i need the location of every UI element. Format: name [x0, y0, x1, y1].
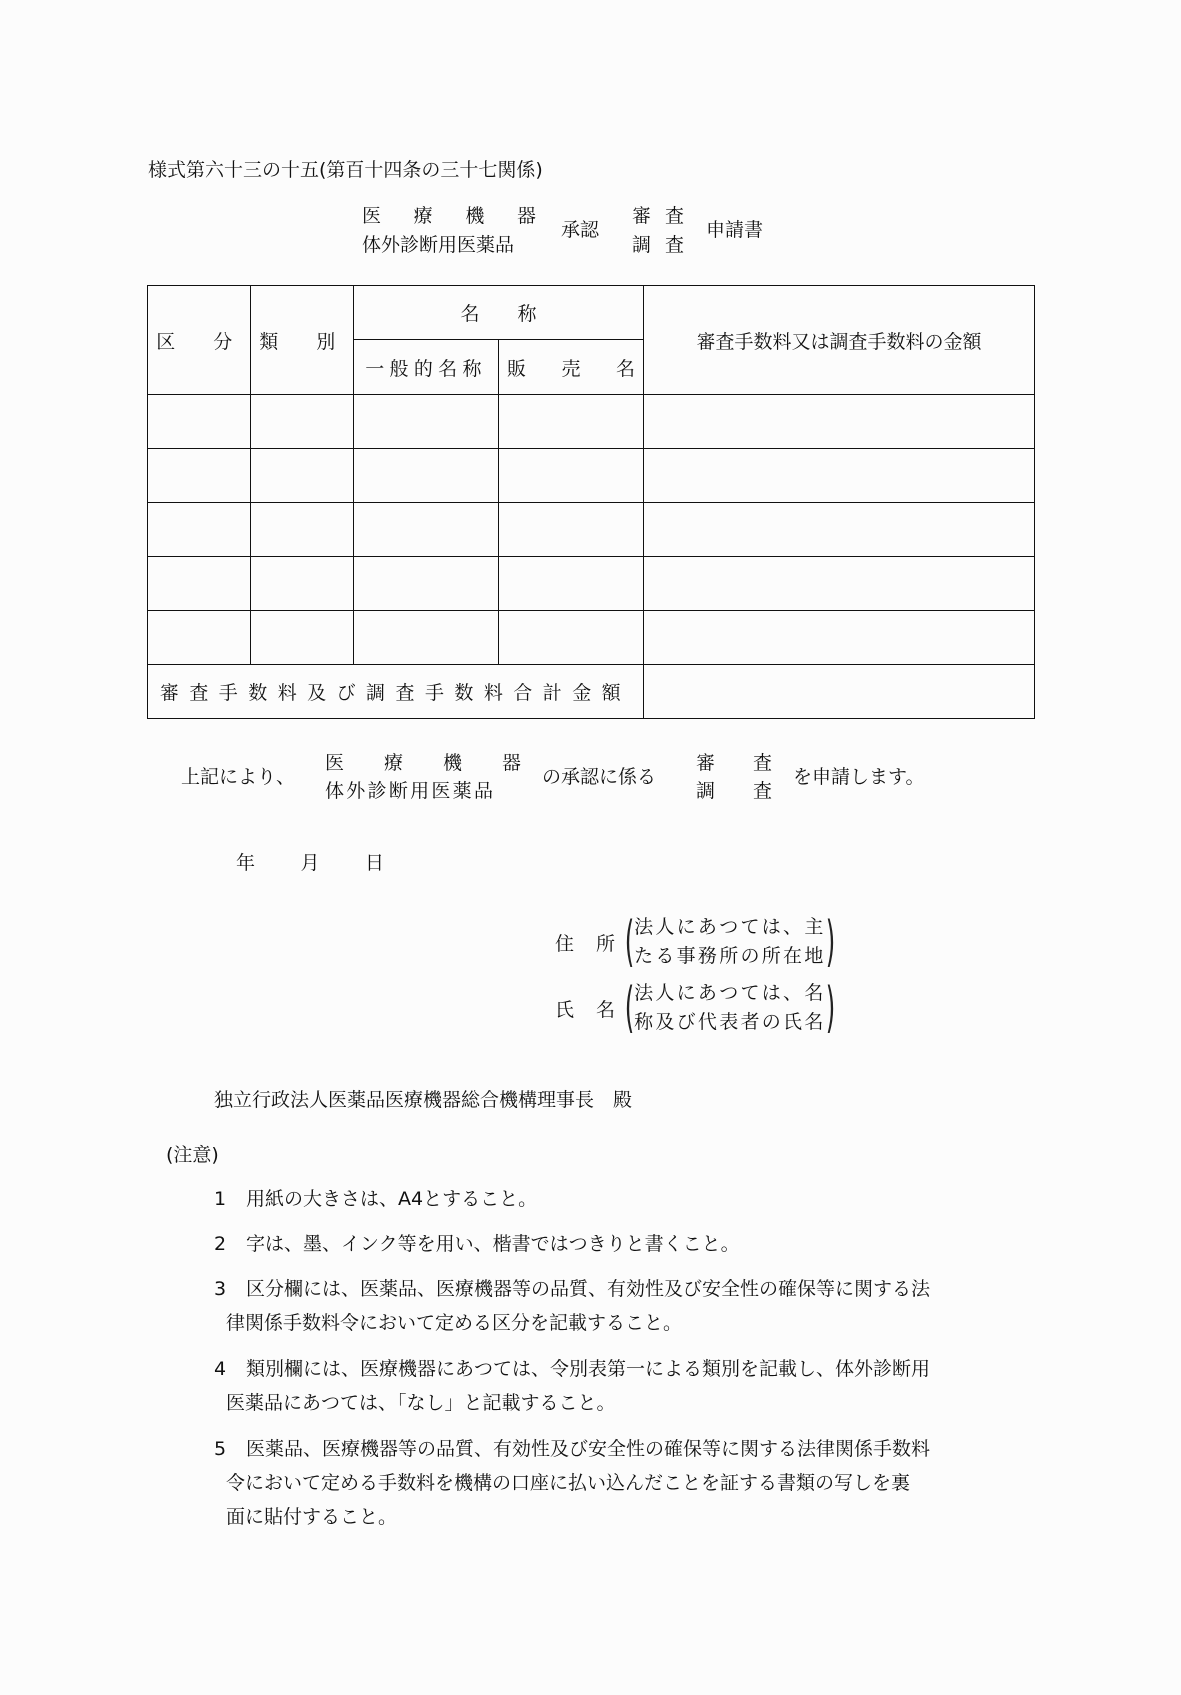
cell-class[interactable]	[251, 449, 354, 503]
cell-generic-name[interactable]	[354, 449, 499, 503]
statement-char: 機	[442, 752, 462, 774]
statement-subject-ivd: 体外診断用医薬品	[325, 780, 496, 802]
cell-category[interactable]	[148, 449, 251, 503]
table-row	[148, 449, 1035, 503]
header-fee: 審査手数料又は調査手数料の金額	[644, 286, 1035, 395]
title-char: 器	[516, 205, 536, 227]
close-paren-icon: )	[825, 976, 835, 1039]
statement-middle: の承認に係る	[542, 766, 657, 788]
statement-end: を申請します。	[793, 766, 925, 788]
cell-fee[interactable]	[644, 611, 1035, 665]
cell-category[interactable]	[148, 395, 251, 449]
title-type-inspection	[632, 230, 684, 259]
cell-fee[interactable]	[644, 557, 1035, 611]
title-char: 査	[664, 234, 684, 256]
cell-class[interactable]	[251, 503, 354, 557]
cell-generic-name[interactable]	[354, 557, 499, 611]
table-row	[148, 557, 1035, 611]
statement-type-inspection	[696, 776, 772, 804]
cell-class[interactable]	[251, 557, 354, 611]
statement-char: 査	[752, 780, 772, 802]
title-subject-options	[362, 201, 536, 259]
header-class: 類 別	[251, 286, 354, 395]
cell-fee[interactable]	[644, 449, 1035, 503]
cell-generic-name[interactable]	[354, 503, 499, 557]
note-item: 2 字は、墨、インク等を用い、楷書ではつきりと書くこと。	[214, 1233, 740, 1255]
total-value[interactable]	[644, 665, 1035, 719]
statement-char: 審	[696, 752, 716, 774]
cell-category[interactable]	[148, 611, 251, 665]
applicant-address	[555, 910, 835, 973]
statement-subject-options	[325, 748, 521, 804]
title-type-options	[632, 201, 684, 259]
note-item: 5 医薬品、医療機器等の品質、有効性及び安全性の確保等に関する法律関係手数料 令において定める手数料を機構の口座に払い込んだことを証する書類の写しを裏 面に貼付すること。	[214, 1438, 931, 1528]
statement-type-review	[696, 748, 772, 776]
notes-heading: (注意)	[166, 1144, 219, 1166]
title-subject-ivd: 体外診断用医薬品	[362, 234, 515, 256]
close-paren-icon: )	[825, 910, 835, 973]
addressee: 独立行政法人医薬品医療機器総合機構理事長 殿	[214, 1089, 633, 1111]
statement-char: 療	[383, 752, 403, 774]
cell-category[interactable]	[148, 557, 251, 611]
header-name-group: 名 称	[354, 286, 644, 340]
date-line	[236, 848, 384, 875]
cell-fee[interactable]	[644, 503, 1035, 557]
cell-brand-name[interactable]	[499, 611, 644, 665]
statement-lead: 上記により、	[181, 766, 296, 788]
title-char: 医	[362, 205, 382, 227]
note-item: 3 区分欄には、医薬品、医療機器等の品質、有効性及び安全性の確保等に関する法 律関係手数料令において定める区分を記載すること。	[214, 1278, 931, 1334]
cell-class[interactable]	[251, 611, 354, 665]
table-row	[148, 503, 1035, 557]
open-paren-icon: (	[624, 910, 635, 973]
cell-class[interactable]	[251, 395, 354, 449]
open-paren-icon: (	[624, 976, 635, 1039]
address-note: 法人にあつては、主 たる事務所の所在地	[634, 916, 826, 967]
title-type-review	[632, 201, 684, 230]
statement-subject-medical-device	[325, 748, 521, 776]
table-row	[148, 395, 1035, 449]
title-char: 査	[664, 205, 684, 227]
statement-char: 器	[501, 752, 521, 774]
applicant-name	[555, 976, 835, 1039]
date-month-label: 月	[300, 852, 320, 874]
title-char: 調	[632, 234, 652, 256]
header-generic-name: 一般的名称	[354, 340, 499, 395]
cell-category[interactable]	[148, 503, 251, 557]
name-label: 氏 名	[555, 998, 615, 1021]
title-char: 審	[632, 205, 652, 227]
cell-generic-name[interactable]	[354, 611, 499, 665]
cell-fee[interactable]	[644, 395, 1035, 449]
note-item: 4 類別欄には、医療機器にあつては、令別表第一による類別を記載し、体外診断用 医薬品にあつては、「なし」と記載すること。	[214, 1358, 931, 1414]
title-char: 機	[465, 205, 485, 227]
statement-type-options	[696, 748, 772, 804]
address-label: 住 所	[555, 932, 615, 955]
statement-char: 医	[325, 752, 345, 774]
name-note: 法人にあつては、名 称及び代表者の氏名	[634, 982, 826, 1033]
cell-generic-name[interactable]	[354, 395, 499, 449]
cell-brand-name[interactable]	[499, 395, 644, 449]
statement-char: 調	[696, 780, 716, 802]
title-char: 療	[413, 205, 433, 227]
total-label: 審査手数料及び調査手数料合計金額	[148, 665, 644, 719]
table-row	[148, 611, 1035, 665]
cell-brand-name[interactable]	[499, 503, 644, 557]
form-number: 様式第六十三の十五(第百十四条の三十七関係)	[148, 159, 543, 181]
date-day-label: 日	[364, 852, 384, 874]
cell-brand-name[interactable]	[499, 557, 644, 611]
title-verb: 承認	[561, 219, 600, 241]
note-item: 1 用紙の大きさは、A4とすること。	[214, 1188, 538, 1210]
cell-brand-name[interactable]	[499, 449, 644, 503]
header-brand-name: 販 売 名	[499, 340, 644, 395]
title-suffix: 申請書	[706, 219, 764, 241]
total-row	[148, 665, 1035, 719]
date-year-label: 年	[236, 852, 256, 874]
title-subject-medical-device	[362, 201, 536, 230]
application-table	[147, 285, 1035, 719]
header-category: 区 分	[148, 286, 251, 395]
statement-char: 査	[752, 752, 772, 774]
